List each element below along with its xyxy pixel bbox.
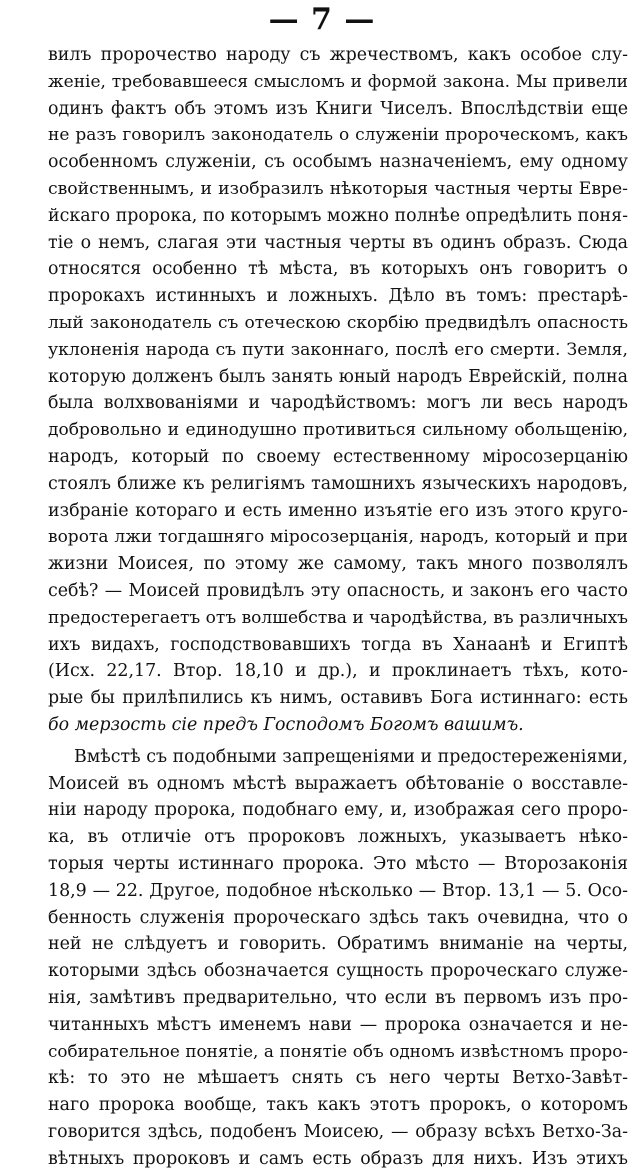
text-line: наго пророка вообще, такъ какъ этотъ пророкъ, о которомъ xyxy=(48,1095,628,1116)
text-line: которую долженъ былъ занять юный народъ Еврейскій, полна xyxy=(48,366,628,387)
text-line: избраніе котораго и есть именно изъятіе его изъ этого круго- xyxy=(48,500,628,521)
text-line: ихъ видахъ, господствовавшихъ тогда въ Ханаанѣ и Египтѣ xyxy=(48,634,628,655)
text-line: йскаго пророка, по которымъ можно полнѣе опредѣлить поня- xyxy=(48,205,628,226)
text-line: женіе, требовавшееся смысломъ и формой закона. Мы привели xyxy=(48,71,628,92)
text-line: (Исх. 22,17. Втор. 18,10 и др.), и проклинаетъ тѣхъ, кото- xyxy=(48,661,628,682)
text-line: 18,9 — 22. Другое, подобное нѣсколько — Втор. 13,1 — 5. Осо- xyxy=(48,880,628,901)
paragraph-1 xyxy=(48,42,628,739)
scripture-quote-line: бо мерзость сіе предъ Господомъ Богомъ вашимъ. xyxy=(48,714,524,735)
text-line: относятся особенно тѣ мѣста, въ которыхъ онъ говоритъ о xyxy=(48,259,628,280)
text-line: Моисей въ одномъ мѣстѣ выражаетъ обѣтованіе о восставле- xyxy=(48,773,628,794)
text-line: читанныхъ мѣстъ именемъ нави — пророка означается и не- xyxy=(48,1014,628,1035)
text-line: вѣтныхъ пророковъ и самъ есть образъ для нихъ. Изъ этихъ xyxy=(48,1148,628,1169)
text-line: собирательное понятіе, а понятіе объ одномъ извѣстномъ проро- xyxy=(48,1041,628,1062)
text-line: предостерегаетъ отъ волшебства и чародѣйства, въ различныхъ xyxy=(48,607,628,628)
text-line: себѣ? — Моисей провидѣлъ эту опасность, и законъ его часто xyxy=(48,580,628,601)
text-line: ворота лжи тогдашняго міросозерцанія, народъ, который и при xyxy=(48,527,628,548)
paragraph-2 xyxy=(48,744,628,1172)
text-line: лый законодатель съ отеческою скорбію предвидѣлъ опасность xyxy=(48,312,628,333)
body-text xyxy=(48,42,628,1172)
text-line: бенность служенія пророческаго здѣсь такъ очевидна, что о xyxy=(48,907,628,928)
text-line: нія, замѣтивъ предварительно, что если въ первомъ изъ про- xyxy=(48,987,628,1008)
text-line: не разъ говорилъ законодатель о служеніи пророческомъ, какъ xyxy=(48,125,628,146)
text-line: ка, въ отличіе отъ пророковъ ложныхъ, указываетъ нѣко- xyxy=(48,827,628,848)
text-line: которыми здѣсь обозначается сущность пророческаго служе- xyxy=(48,961,628,982)
text-line: народъ, который по своему естественному міросозерцанію xyxy=(48,446,628,467)
text-line: стоялъ ближе къ религіямъ тамошнихъ языческихъ народовъ, xyxy=(48,473,628,494)
text-line: пророкахъ истинныхъ и ложныхъ. Дѣло въ томъ: престарѣ- xyxy=(48,286,628,307)
text-line: кѣ: то это не мѣшаетъ снять съ него черты Ветхо-Завѣт- xyxy=(48,1068,628,1089)
text-line: говорится здѣсь, подобенъ Моисею, — образу всѣхъ Ветхо-За- xyxy=(48,1121,628,1142)
text-line: ней не слѣдуетъ и говорить. Обратимъ вниманіе на черты, xyxy=(48,934,628,955)
page-number: — 7 — xyxy=(268,2,376,37)
text-line: жизни Моисея, по этому же самому, такъ много позволялъ xyxy=(48,554,628,575)
text-line: рые бы прилѣпились къ нимъ, оставивъ Бога истиннаго: есть xyxy=(48,688,628,709)
text-line: уклоненія народа съ пути законнаго, послѣ его смерти. Земля, xyxy=(48,339,628,360)
text-line: тіе о немъ, слагая эти частныя черты въ одинъ образъ. Сюда xyxy=(48,232,628,253)
text-line: ніи народу пророка, подобнаго ему, и, изображая сего проро- xyxy=(48,800,628,821)
text-line: добровольно и единодушно противиться сильному обольщенію, xyxy=(48,420,628,441)
text-line: вилъ пророчество народу съ жречествомъ, какъ особое слу- xyxy=(48,45,628,65)
text-line: была волхвованіями и чародѣйствомъ: могъ ли весь народъ xyxy=(48,393,628,414)
text-line: свойственнымъ, и изобразилъ нѣкоторыя частныя черты Евре- xyxy=(48,178,628,199)
text-line: особенномъ служеніи, съ особымъ назначеніемъ, ему одному xyxy=(48,152,628,173)
text-line: торыя черты истиннаго пророка. Это мѣсто — Второзаконія xyxy=(48,853,628,874)
text-line: одинъ фактъ объ этомъ изъ Книги Чиселъ. Впослѣдствіи еще xyxy=(48,98,628,119)
text-line: Вмѣстѣ съ подобными запрещеніями и предостереженіями, xyxy=(74,746,628,767)
